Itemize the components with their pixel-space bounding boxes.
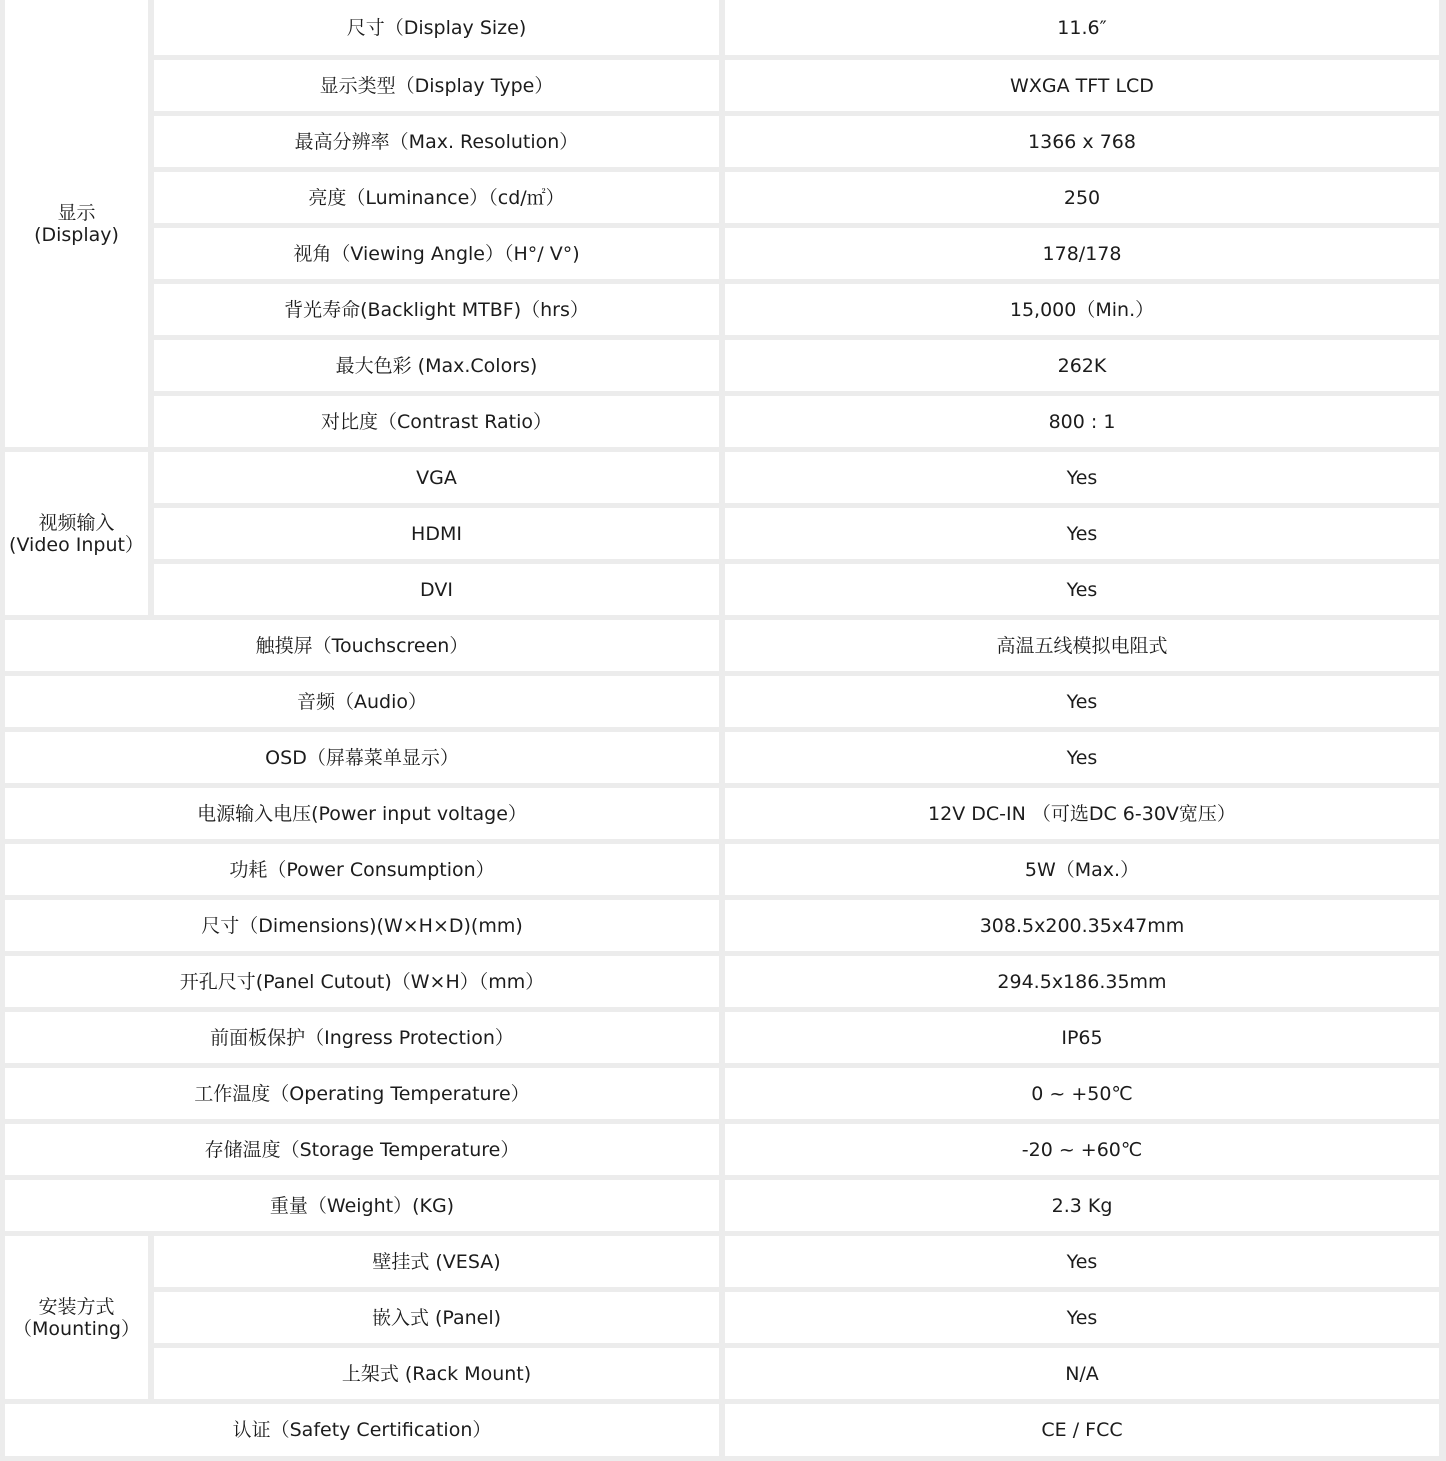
spec-label: HDMI xyxy=(154,508,719,559)
spec-label: 工作温度（Operating Temperature） xyxy=(5,1068,719,1119)
spec-value: WXGA TFT LCD xyxy=(725,60,1439,111)
spec-value: Yes xyxy=(725,508,1439,559)
spec-value: 250 xyxy=(725,172,1439,223)
group-display-zh: 显示 xyxy=(57,201,96,224)
spec-value: 高温五线模拟电阻式 xyxy=(725,620,1439,671)
spec-value: Yes xyxy=(725,1292,1439,1343)
group-video-input-cell xyxy=(5,452,148,615)
group-mounting-en: （Mounting） xyxy=(13,1317,140,1340)
spec-value: Yes xyxy=(725,564,1439,615)
spec-label: 尺寸（Dimensions)(W×H×D)(mm) xyxy=(5,900,719,951)
spec-label: 壁挂式 (VESA) xyxy=(154,1236,719,1287)
spec-value: 294.5x186.35mm xyxy=(725,956,1439,1007)
spec-value: 11.6″ xyxy=(725,0,1439,55)
spec-value: 0 ~ +50℃ xyxy=(725,1068,1439,1119)
spec-value: Yes xyxy=(725,1236,1439,1287)
spec-label: OSD（屏幕菜单显示） xyxy=(5,732,719,783)
group-video-input-en: (Video Input） xyxy=(9,533,144,556)
spec-label: 功耗（Power Consumption） xyxy=(5,844,719,895)
spec-label: 对比度（Contrast Ratio） xyxy=(154,396,719,447)
spec-value: CE / FCC xyxy=(725,1404,1439,1456)
spec-value: 800 : 1 xyxy=(725,396,1439,447)
spec-value: -20 ~ +60℃ xyxy=(725,1124,1439,1175)
spec-label: 上架式 (Rack Mount) xyxy=(154,1348,719,1399)
spec-label: 显示类型（Display Type） xyxy=(154,60,719,111)
group-display-en: (Display) xyxy=(34,223,119,246)
spec-label: 亮度（Luminance）（cd/㎡） xyxy=(154,172,719,223)
spec-label: 触摸屏（Touchscreen） xyxy=(5,620,719,671)
group-mounting-zh: 安装方式 xyxy=(38,1295,115,1318)
spec-label: 背光寿命(Backlight MTBF)（hrs） xyxy=(154,284,719,335)
spec-value: 12V DC-IN （可选DC 6-30V宽压） xyxy=(725,788,1439,839)
spec-label: 开孔尺寸(Panel Cutout)（W×H）（mm） xyxy=(5,956,719,1007)
spec-label: 前面板保护（Ingress Protection） xyxy=(5,1012,719,1063)
group-display-cell xyxy=(5,0,148,447)
spec-value: Yes xyxy=(725,676,1439,727)
spec-value: N/A xyxy=(725,1348,1439,1399)
spec-value: 15,000（Min.） xyxy=(725,284,1439,335)
spec-label: 认证（Safety Certification） xyxy=(5,1404,719,1456)
spec-label: 尺寸（Display Size) xyxy=(154,0,719,55)
spec-value: IP65 xyxy=(725,1012,1439,1063)
spec-value: 2.3 Kg xyxy=(725,1180,1439,1231)
spec-value: Yes xyxy=(725,452,1439,503)
spec-label: 电源输入电压(Power input voltage） xyxy=(5,788,719,839)
spec-label: 存储温度（Storage Temperature） xyxy=(5,1124,719,1175)
spec-label: VGA xyxy=(154,452,719,503)
group-mounting-cell xyxy=(5,1236,148,1399)
group-video-input-zh: 视频输入 xyxy=(38,511,115,534)
spec-value: 308.5x200.35x47mm xyxy=(725,900,1439,951)
spec-value: Yes xyxy=(725,732,1439,783)
spec-label: 最高分辨率（Max. Resolution） xyxy=(154,116,719,167)
spec-value: 178/178 xyxy=(725,228,1439,279)
spec-label: DVI xyxy=(154,564,719,615)
spec-label: 最大色彩 (Max.Colors) xyxy=(154,340,719,391)
spec-label: 音频（Audio） xyxy=(5,676,719,727)
spec-label: 重量（Weight）(KG) xyxy=(5,1180,719,1231)
spec-value: 262K xyxy=(725,340,1439,391)
spec-value: 1366 x 768 xyxy=(725,116,1439,167)
spec-label: 视角（Viewing Angle）（H°/ V°) xyxy=(154,228,719,279)
spec-label: 嵌入式 (Panel) xyxy=(154,1292,719,1343)
spec-value: 5W（Max.） xyxy=(725,844,1439,895)
